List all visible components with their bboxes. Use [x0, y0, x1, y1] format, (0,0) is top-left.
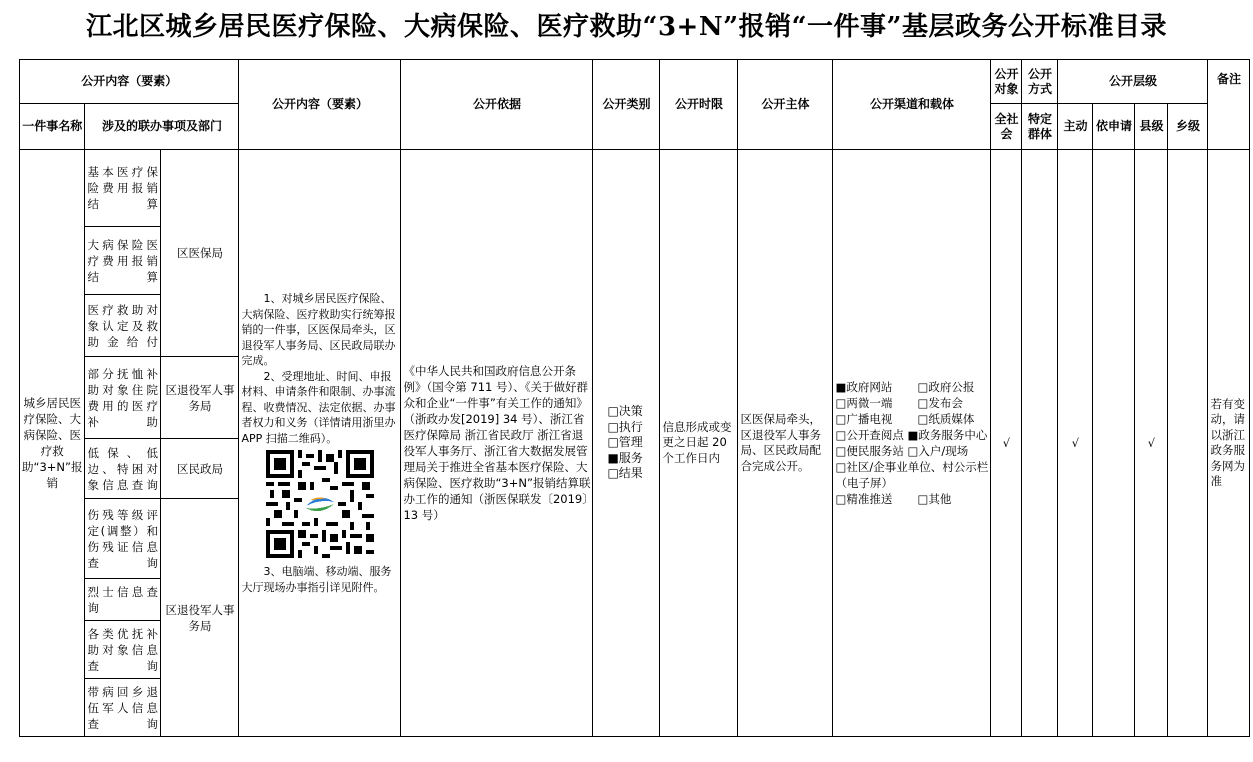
header-remark: 备注 [1208, 60, 1250, 150]
channel-inquiry-point-service-center: □公开查阅点 ■政务服务中心 [835, 428, 988, 442]
linked-item: 伤残等级评定(调整）和伤残证信息查询 [85, 499, 161, 579]
category-result: □结果 [607, 466, 643, 481]
department-cell: 区退役军人事务局 [161, 499, 239, 737]
department-cell: 区民政局 [161, 439, 239, 499]
subject-cell: 区医保局牵头，区退役军人事务局、区民政局配合完成公开。 [738, 150, 833, 737]
content-paragraph-1: 1、对城乡居民医疗保险、大病保险、医疗救助实行统筹报销的一件事，区医保局牵头，区退役军人事务局、区民政局联办完成。 [241, 292, 396, 367]
channel-community-bulletin: □社区/企事业单位、村公示栏（电子屏） [835, 460, 989, 490]
category-service: ■服务 [607, 450, 643, 465]
channel-gov-website: ■政府网站 [835, 380, 893, 394]
channel-other: □其他 [917, 492, 952, 506]
header-county: 县级 [1135, 104, 1168, 150]
header-matter-name: 一件事名称 [20, 104, 85, 150]
linked-item: 带病回乡退伍军人信息查询 [85, 679, 161, 737]
linked-item: 低保、低边、特困对象信息查询 [85, 439, 161, 499]
header-township: 乡级 [1168, 104, 1208, 150]
header-subject: 公开主体 [738, 60, 833, 150]
linked-item: 部分抚恤补助对象住院费用的医疗补助 [85, 357, 161, 439]
linked-item: 烈士信息查询 [85, 579, 161, 621]
header-time-limit: 公开时限 [660, 60, 738, 150]
header-level: 公开层级 [1058, 60, 1208, 104]
basis-cell: 《中华人民共和国政府信息公开条例》（国令第 711 号）、《关于做好群众和企业“一件事”有关工作的通知》（浙政办发[2019] 34 号）、浙江省医疗保障局 浙江省民政厅 浙江省退役军人事务厅、浙江省大数据发展管理局关于推进全省基本医疗保险、大病保险、医疗救助“3+N”报销结算联办工作的通知（浙医保联发〔2019〕13 号） [401, 150, 593, 737]
content-paragraph-2: 2、受理地址、时间、申报材料、申请条件和限制、办事流程、收费情况、法定依据、办事者权力和义务（详情请用浙里办 APP 扫描二维码）。 [241, 369, 396, 445]
mark-whole-society: √ [991, 150, 1022, 737]
header-method: 公开方式 [1022, 60, 1058, 104]
category-management: □管理 [607, 435, 643, 450]
catalog-table [19, 59, 1250, 737]
channel-gov-gazette: □政府公报 [917, 380, 975, 394]
mark-active: √ [1058, 150, 1093, 737]
channel-print-media: □纸质媒体 [917, 412, 975, 426]
category-decision: □决策 [607, 404, 643, 419]
category-execution: □执行 [607, 419, 643, 434]
header-on-request: 依申请 [1093, 104, 1135, 150]
header-basis: 公开依据 [401, 60, 593, 150]
channels-cell [833, 150, 991, 737]
header-channels: 公开渠道和载体 [833, 60, 991, 150]
linked-item: 大病保险医疗费用报销结算 [85, 227, 161, 295]
header-category: 公开类别 [593, 60, 660, 150]
channel-targeted-push: □精准推送 [835, 492, 893, 506]
content-paragraph-3: 3、电脑端、移动端、服务大厅现场办事指引详见附件。 [241, 565, 392, 594]
header-whole-society: 全社会 [991, 104, 1022, 150]
channel-broadcast-tv: □广播电视 [835, 412, 893, 426]
header-target: 公开对象 [991, 60, 1022, 104]
header-content-elements: 公开内容（要素） [239, 60, 401, 150]
channel-wechat-weibo-app: □两微一端 [835, 396, 893, 410]
header-specific-group: 特定群体 [1022, 104, 1058, 150]
mark-county: √ [1135, 150, 1168, 737]
page-title: 江北区城乡居民医疗保险、大病保险、医疗救助“3+N”报销“一件事”基层政务公开标准目录 [86, 12, 1167, 42]
department-cell: 区退役军人事务局 [161, 357, 239, 439]
remark-cell: 若有变动，请以浙江政务服务网为准 [1208, 150, 1250, 737]
mark-on-request [1093, 150, 1135, 737]
linked-item: 基本医疗保险费用报销结算 [85, 150, 161, 227]
header-linked-items: 涉及的联办事项及部门 [85, 104, 239, 150]
mark-township [1168, 150, 1208, 737]
linked-item: 各类优抚补助对象信息查询 [85, 621, 161, 679]
department-cell: 区医保局 [161, 150, 239, 357]
time-limit-cell: 信息形成或变更之日起 20 个工作日内 [660, 150, 738, 737]
mark-specific-group [1022, 150, 1058, 737]
header-content-elements-group: 公开内容（要素） [20, 60, 239, 104]
linked-item: 医疗救助对象认定及救助金给付 [85, 295, 161, 357]
matter-name-cell: 城乡居民医疗保险、大病保险、医疗救助“3+N”报销 [20, 150, 85, 737]
channel-service-station-door-to-door: □便民服务站 □入户/现场 [835, 444, 969, 458]
qr-code-icon[interactable] [266, 450, 374, 558]
header-active: 主动 [1058, 104, 1093, 150]
channel-press-conference: □发布会 [917, 396, 963, 410]
